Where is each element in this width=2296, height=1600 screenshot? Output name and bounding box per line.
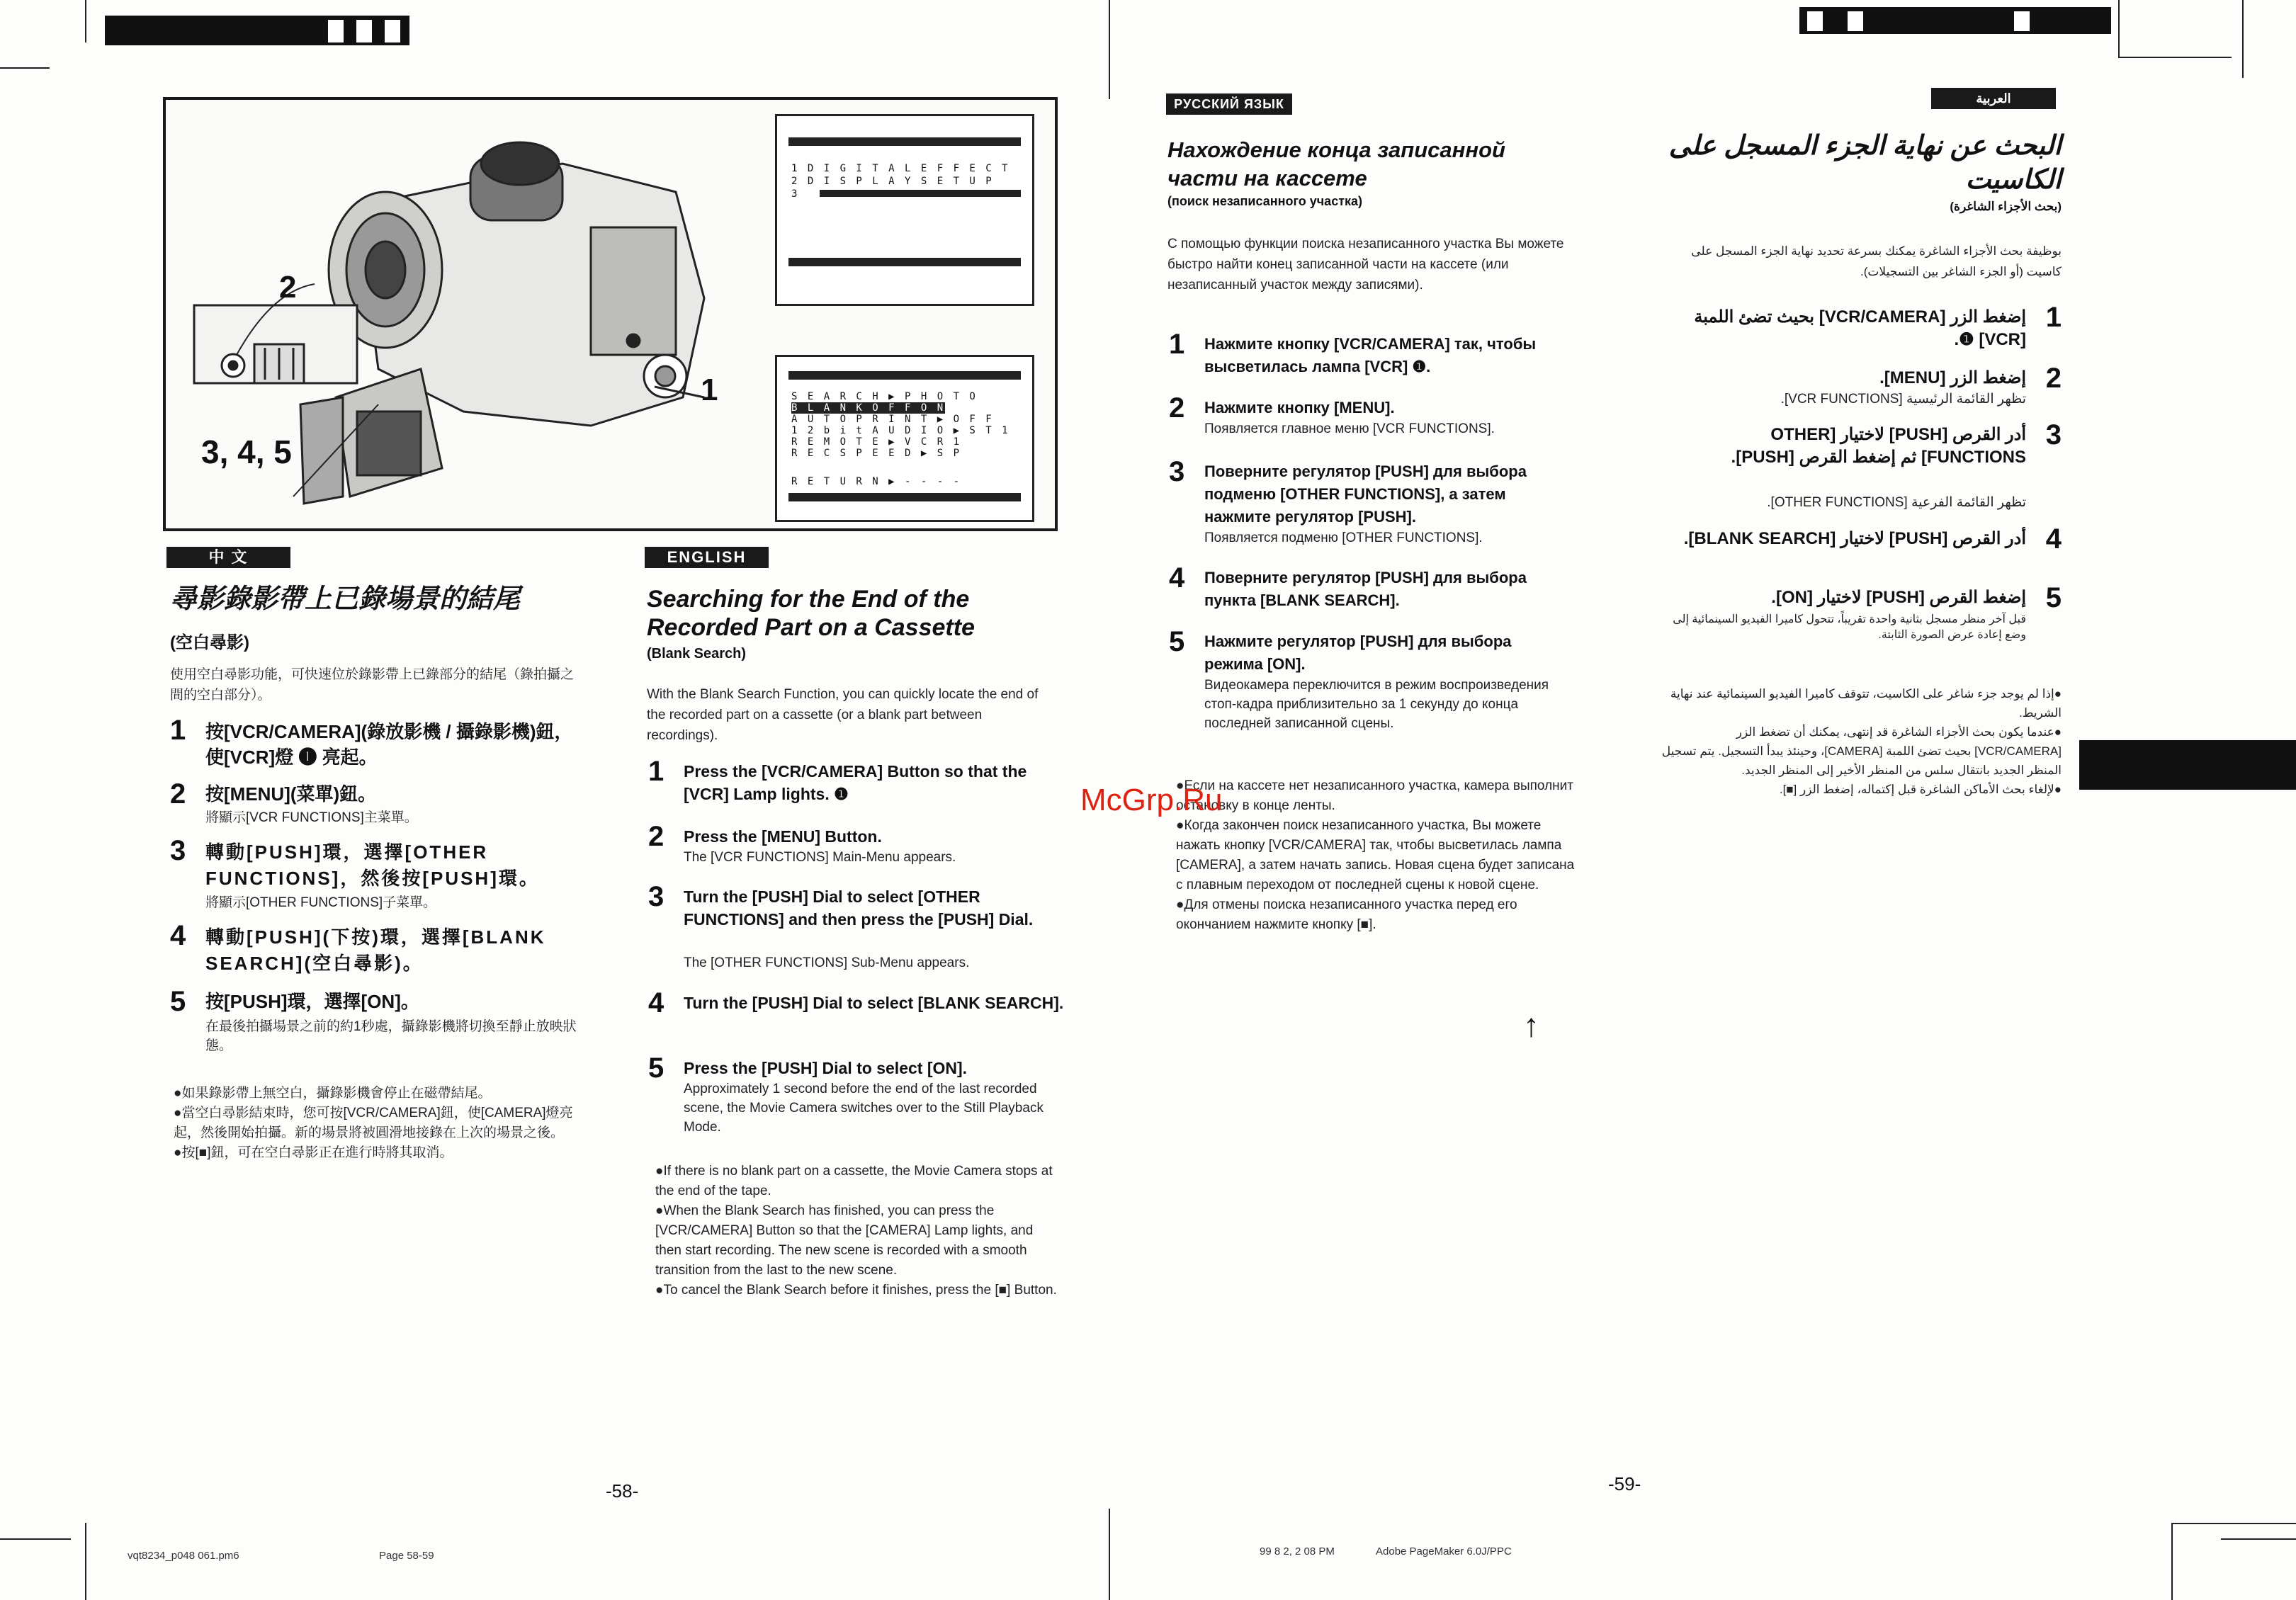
callout-2: 2 bbox=[279, 270, 297, 305]
note-item: ●إذا لم يوجد جزء شاغر على الكاسيت، تتوقف كاميرا الفيديو السينمائية عند نهاية الشريط. bbox=[1670, 687, 2062, 720]
step-number: 1 bbox=[2045, 302, 2062, 333]
arabic-title: البحث عن نهاية الجزء المسجل على الكاسيت bbox=[1668, 131, 2062, 195]
step-number: 3 bbox=[2045, 419, 2062, 450]
crop-mark bbox=[2242, 0, 2244, 78]
note-item: ●當空白尋影結束時，您可按[VCR/CAMERA]鈕，使[CAMERA]燈亮起，然後開始拍攝。新的場景將被圓滑地接錄在上次的場景之後。 bbox=[174, 1106, 573, 1140]
step-text: Press the [VCR/CAMERA] Button so that the [VCR] Lamp lights. ❶ bbox=[684, 762, 1027, 803]
step-number: 5 bbox=[2045, 582, 2062, 613]
english-notes bbox=[655, 1162, 1059, 1300]
note-item: ●To cancel the Blank Search before it finishes, press the [■] Button. bbox=[655, 1283, 1057, 1298]
step-number: 3 bbox=[648, 881, 665, 912]
crop-mark bbox=[1109, 1509, 1110, 1600]
header-box bbox=[2012, 9, 2032, 33]
side-tab bbox=[2079, 740, 2296, 790]
crop-mark bbox=[85, 0, 86, 42]
step-number: 4 bbox=[2045, 523, 2062, 555]
step-subtext: The [OTHER FUNCTIONS] Sub-Menu appears. bbox=[684, 955, 970, 970]
step-number: 2 bbox=[1169, 392, 1185, 424]
note-item: ●Если на кассете нет незаписанного участка, камера выполнит остановку в конце ленты. bbox=[1176, 778, 1573, 813]
step-text: Press the [MENU] Button. bbox=[684, 827, 882, 846]
step-subtext: Видеокамера переключится в режим воспроизведения стоп-кадра приблизительно за 1 секунду до конца последней записанной сцены. bbox=[1204, 678, 1549, 731]
osd-menu-main bbox=[775, 114, 1034, 306]
step-subtext: Approximately 1 second before the end of the last recorded scene, the Movie Camera switches over to the Still Playback Mode. bbox=[684, 1082, 1044, 1135]
osd-menu-item: R E M O T E ▶ V C R 1 bbox=[791, 436, 962, 448]
russian-subtitle: (поиск незаписанного участка) bbox=[1167, 194, 1363, 208]
step-text: Поверните регулятор [PUSH] для выбора подменю [OTHER FUNCTIONS], а затем нажмите регулятор [PUSH]. bbox=[1204, 463, 1527, 526]
step-text: 按[VCR/CAMERA](錄放影機 / 攝錄影機)鈕，使[VCR]燈 ❶ 亮起。 bbox=[205, 721, 573, 768]
control-panel-inset bbox=[194, 305, 357, 383]
step-number: 1 bbox=[170, 715, 186, 746]
osd-selection-bar bbox=[820, 190, 1021, 197]
step-number: 4 bbox=[1169, 562, 1185, 594]
step-subtext: 將顯示[OTHER FUNCTIONS]子菜單。 bbox=[205, 895, 437, 910]
step-text: Turn the [PUSH] Dial to select [BLANK SEARCH]. bbox=[684, 994, 1064, 1012]
russian-notes bbox=[1176, 776, 1580, 935]
step-text: أدر القرص [PUSH] لاختيار [BLANK SEARCH]. bbox=[1683, 529, 2026, 548]
step-text: 按[PUSH]環，選擇[ON]。 bbox=[205, 991, 419, 1012]
header-box bbox=[383, 18, 402, 45]
english-intro: With the Blank Search Function, you can quickly locate the end of the recorded part on a cassette (or a blank part between recordings). bbox=[647, 687, 1039, 743]
chinese-subtitle: (空白尋影) bbox=[170, 633, 249, 652]
crop-mark bbox=[85, 1523, 86, 1600]
russian-intro: С помощью функции поиска незаписанного участка Вы можете быстро найти конец записанной части на кассете (или незаписанный участок между записями). bbox=[1167, 237, 1564, 293]
note-item: ●If there is no blank part on a cassette, the Movie Camera stops at the end of the tape. bbox=[655, 1164, 1053, 1198]
step-number: 2 bbox=[648, 821, 665, 852]
step-subtext: قبل آخر منظر مسجل بثانية واحدة تقريباً، تتحول كاميرا الفيديو السينمائية إلى وضع إعادة عرض الصورة الثابتة. bbox=[1673, 613, 2026, 641]
step-text: Turn the [PUSH] Dial to select [OTHER FUNCTIONS] and then press the [PUSH] Dial. bbox=[684, 887, 1034, 929]
osd-title-bar bbox=[788, 371, 1021, 380]
step-text: Нажмите кнопку [MENU]. bbox=[1204, 399, 1395, 416]
crop-mark bbox=[2118, 57, 2232, 58]
watermark: McGrp.Ru bbox=[1080, 783, 1223, 817]
page-number-left: -58- bbox=[606, 1480, 639, 1502]
osd-footer-bar bbox=[788, 258, 1021, 266]
step-text: 轉動[PUSH](下按)環，選擇[BLANK SEARCH](空白尋影)。 bbox=[205, 926, 546, 974]
step-text: Нажмите регулятор [PUSH] для выбора режима [ON]. bbox=[1204, 632, 1512, 673]
step-number: 5 bbox=[1169, 626, 1185, 657]
lang-tag-english: ENGLISH bbox=[645, 547, 769, 568]
step-number: 4 bbox=[170, 920, 186, 951]
osd-menu-item: 2 D I S P L A Y S E T U P bbox=[791, 176, 994, 187]
footer-filename: vqt8234_p048 061.pm6 bbox=[128, 1550, 239, 1562]
note-item: ●按[■]鈕，可在空白尋影正在進行時將其取消。 bbox=[174, 1145, 453, 1160]
english-title: Searching for the End of the Recorded Part on a Cassette bbox=[647, 586, 975, 641]
step-number: 2 bbox=[170, 778, 186, 810]
note-item: ●Когда закончен поиск незаписанного участка, Вы можете нажать кнопку [VCR/CAMERA] так, чтобы высветилась лампа [CAMERA], а затем начать запись. Новая сцена будет записана с плавным переходом от последней сцены к новой сцене. bbox=[1176, 818, 1575, 892]
note-item: ●如果錄影帶上無空白，攝錄影機會停止在磁帶結尾。 bbox=[174, 1086, 492, 1101]
osd-title-bar bbox=[788, 137, 1021, 146]
step-text: إضغط الزر [VCR/CAMERA] بحيث تضئ اللمبة [VCR] ❶. bbox=[1694, 307, 2026, 349]
osd-footer-bar bbox=[788, 493, 1021, 501]
illustration-frame bbox=[163, 97, 1058, 531]
osd-menu-other-functions bbox=[775, 355, 1034, 522]
step-number: 1 bbox=[648, 756, 665, 787]
crop-mark bbox=[0, 1538, 71, 1540]
crop-mark bbox=[2171, 1523, 2173, 1600]
header-box bbox=[354, 18, 374, 45]
crop-mark bbox=[0, 67, 50, 69]
page-number-right: -59- bbox=[1608, 1473, 1641, 1494]
footer-app: Adobe PageMaker 6.0J/PPC bbox=[1376, 1545, 1512, 1558]
step-text: Поверните регулятор [PUSH] для выбора пункта [BLANK SEARCH]. bbox=[1204, 569, 1527, 609]
osd-menu-item: A U T O P R I N T ▶ O F F bbox=[791, 414, 994, 425]
callout-1: 1 bbox=[701, 373, 718, 407]
crop-mark bbox=[2118, 0, 2120, 57]
lang-tag-russian: РУССКИЙ ЯЗЫК bbox=[1166, 93, 1292, 115]
step-text: أدر القرص [PUSH] لاختيار [OTHER FUNCTIONS] ثم إضغط القرص [PUSH]. bbox=[1731, 425, 2026, 467]
step-subtext: 在最後拍攝場景之前的約1秒處，攝錄影機將切換至靜止放映狀態。 bbox=[205, 1019, 577, 1053]
step-subtext: تظهر القائمة الفرعية [OTHER FUNCTIONS]. bbox=[1767, 495, 2026, 510]
step-subtext: Появляется главное меню [VCR FUNCTIONS]. bbox=[1204, 421, 1495, 436]
english-subtitle: (Blank Search) bbox=[647, 646, 747, 662]
chinese-intro: 使用空白尋影功能，可快速位於錄影帶上已錄部分的結尾（錄拍攝之間的空白部分）。 bbox=[170, 667, 575, 703]
osd-menu-item: 1 2 b i t A U D I O ▶ S T 1 bbox=[791, 425, 1010, 436]
chinese-notes bbox=[174, 1084, 584, 1163]
step-text: 按[MENU](菜單)鈕。 bbox=[205, 783, 377, 805]
arabic-notes bbox=[1658, 684, 2062, 799]
step-text: إضغط الزر [MENU]. bbox=[1879, 368, 2026, 387]
header-box bbox=[1845, 9, 1865, 33]
lang-tag-arabic: العربية bbox=[1931, 88, 2056, 109]
header-box bbox=[1805, 9, 1825, 33]
osd-menu-item: 1 D I G I T A L E F F E C T bbox=[791, 163, 1010, 174]
crop-mark bbox=[2171, 1523, 2296, 1524]
note-item: ●When the Blank Search has finished, you can press the [VCR/CAMERA] Button so that the [CAMERA] Lamp lights, and then start recording. The new scene is recorded with a smooth transition from the last to the new scene. bbox=[655, 1203, 1034, 1278]
footer-date: 99 8 2, 2 08 PM bbox=[1260, 1545, 1335, 1558]
russian-title: Нахождение конца записанной части на кассете bbox=[1167, 137, 1505, 191]
osd-menu-item: R E C S P E E D ▶ S P bbox=[791, 448, 962, 459]
step-number: 5 bbox=[648, 1053, 665, 1084]
footer-pages: Page 58-59 bbox=[379, 1550, 434, 1562]
chinese-title: 尋影錄影帶上已錄場景的結尾 bbox=[170, 584, 521, 614]
arabic-subtitle: (بحث الأجزاء الشاغرة) bbox=[1950, 200, 2062, 213]
note-item: ●لإلغاء بحث الأماكن الشاغرة قبل إكتماله، إضغط الزر [■]. bbox=[1779, 783, 2062, 796]
step-subtext: تظهر القائمة الرئيسية [VCR FUNCTIONS]. bbox=[1780, 392, 2026, 407]
step-number: 5 bbox=[170, 986, 186, 1017]
osd-menu-item: R E T U R N ▶ - - - - bbox=[791, 476, 962, 487]
stray-mark: ↑ bbox=[1523, 1006, 1539, 1043]
note-item: ●Для отмены поиска незаписанного участка перед его окончанием нажмите кнопку [■]. bbox=[1176, 897, 1517, 932]
arabic-intro: بوظيفة بحث الأجزاء الشاغرة يمكنك بسرعة تحديد نهاية الجزء المسجل على كاسيت (أو الجزء الشاغر بين التسجيلات). bbox=[1691, 244, 2062, 278]
osd-menu-item: 3 bbox=[791, 188, 800, 200]
step-number: 2 bbox=[2045, 363, 2062, 394]
step-text: إضغط القرص [PUSH] لاختيار [ON]. bbox=[1771, 588, 2026, 607]
step-subtext: 將顯示[VCR FUNCTIONS]主菜單。 bbox=[205, 810, 418, 825]
crop-mark bbox=[1109, 0, 1110, 99]
header-box bbox=[326, 18, 346, 45]
lang-tag-chinese: 中 文 bbox=[166, 547, 290, 568]
step-subtext: The [VCR FUNCTIONS] Main-Menu appears. bbox=[684, 850, 956, 865]
crop-mark bbox=[2221, 1538, 2296, 1540]
step-subtext: Появляется подменю [OTHER FUNCTIONS]. bbox=[1204, 531, 1483, 545]
step-text: Press the [PUSH] Dial to select [ON]. bbox=[684, 1059, 968, 1077]
step-number: 4 bbox=[648, 987, 665, 1019]
step-text: 轉動[PUSH]環，選擇[OTHER FUNCTIONS]，然後按[PUSH]環。 bbox=[205, 841, 540, 889]
step-number: 3 bbox=[170, 835, 186, 866]
step-text: Нажмите кнопку [VCR/CAMERA] так, чтобы высветилась лампа [VCR] ❶. bbox=[1204, 335, 1537, 375]
osd-menu-item-selected: B L A N K O F F O N bbox=[791, 402, 946, 414]
note-item: ●عندما يكون بحث الأجزاء الشاغرة قد إنتهى، يمكنك أن تضغط الزر [VCR/CAMERA] بحيث تضئ اللمبة [CAMERA]، وحينئذ يبدأ التسجيل. يتم تسجيل المنظر الجديد بانتقال سلس من المنظر الأخير إلى المنظر الجديد. bbox=[1661, 725, 2062, 777]
osd-menu-item: S E A R C H ▶ P H O T O bbox=[791, 391, 978, 402]
step-number: 3 bbox=[1169, 456, 1185, 487]
callout-3-4-5: 3, 4, 5 bbox=[201, 433, 292, 470]
step-number: 1 bbox=[1169, 329, 1185, 360]
